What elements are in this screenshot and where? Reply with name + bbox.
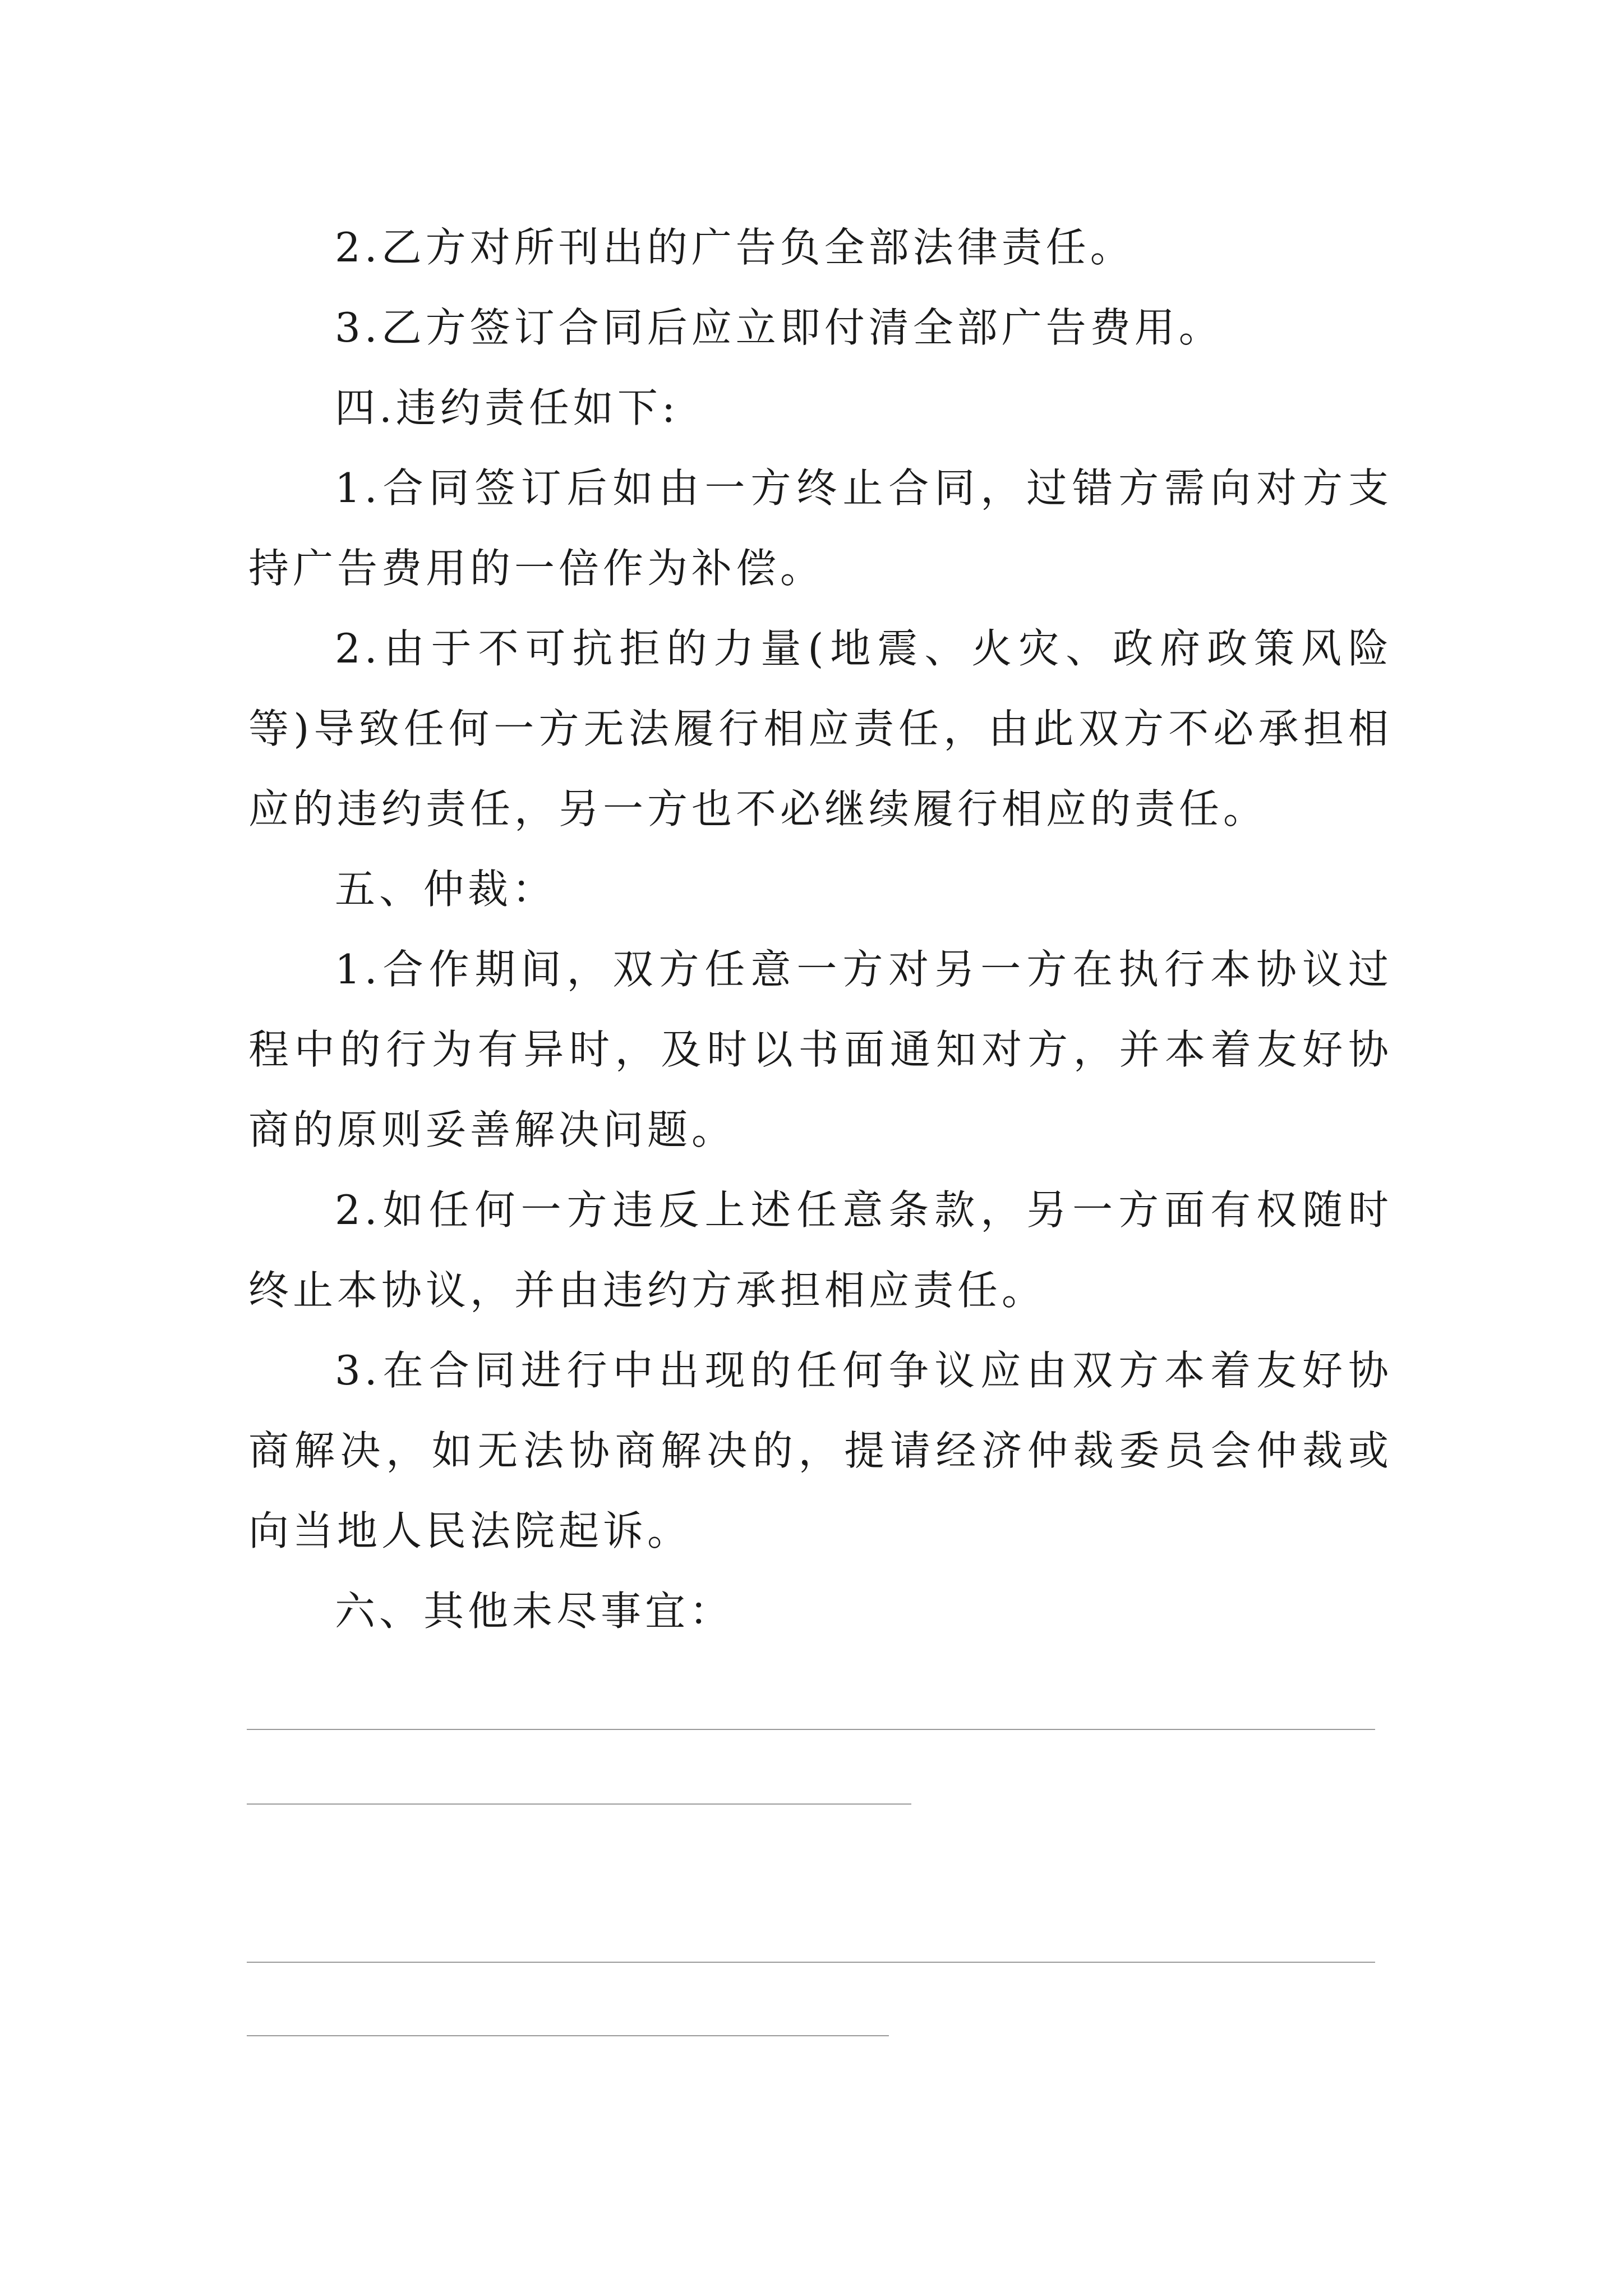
clause-5-3: 3.在合同进行中出现的任何争议应由双方本着友好协商解决，如无法协商解决的，提请经济仲裁委员会仲裁或向当地人民法院起诉。 <box>248 1347 1393 1554</box>
fill-in-line <box>247 1962 1375 1963</box>
fill-in-line <box>247 1729 1375 1730</box>
section-heading-other-matters: 六、其他未尽事宜： <box>335 1588 734 1635</box>
clause-4-1: 1.合同签订后如由一方终止合同，过错方需向对方支持广告费用的一倍作为补偿。 <box>248 464 1393 592</box>
fill-in-line <box>247 1803 911 1805</box>
fill-in-line <box>247 2035 889 2036</box>
clause-3-3: 3.乙方签订合同后应立即付清全部广告费用。 <box>335 304 1223 351</box>
section-heading-arbitration: 五、仲裁： <box>335 866 557 913</box>
clause-5-1: 1.合作期间，双方任意一方对另一方在执行本协议过程中的行为有异时，及时以书面通知对方，并本着友好协商的原则妥善解决问题。 <box>248 946 1393 1153</box>
clause-5-2: 2.如任何一方违反上述任意条款，另一方面有权随时终止本协议，并由违约方承担相应责任。 <box>248 1186 1393 1314</box>
clause-3-2: 2.乙方对所刊出的广告负全部法律责任。 <box>335 224 1135 271</box>
clause-4-2: 2.由于不可抗拒的力量(地震、火灾、政府政策风险等)导致任何一方无法履行相应责任，由此双方不必承担相应的违约责任，另一方也不必继续履行相应的责任。 <box>248 625 1393 832</box>
section-heading-breach: 四.违约责任如下: <box>335 384 680 431</box>
document-body <box>248 208 1393 1651</box>
